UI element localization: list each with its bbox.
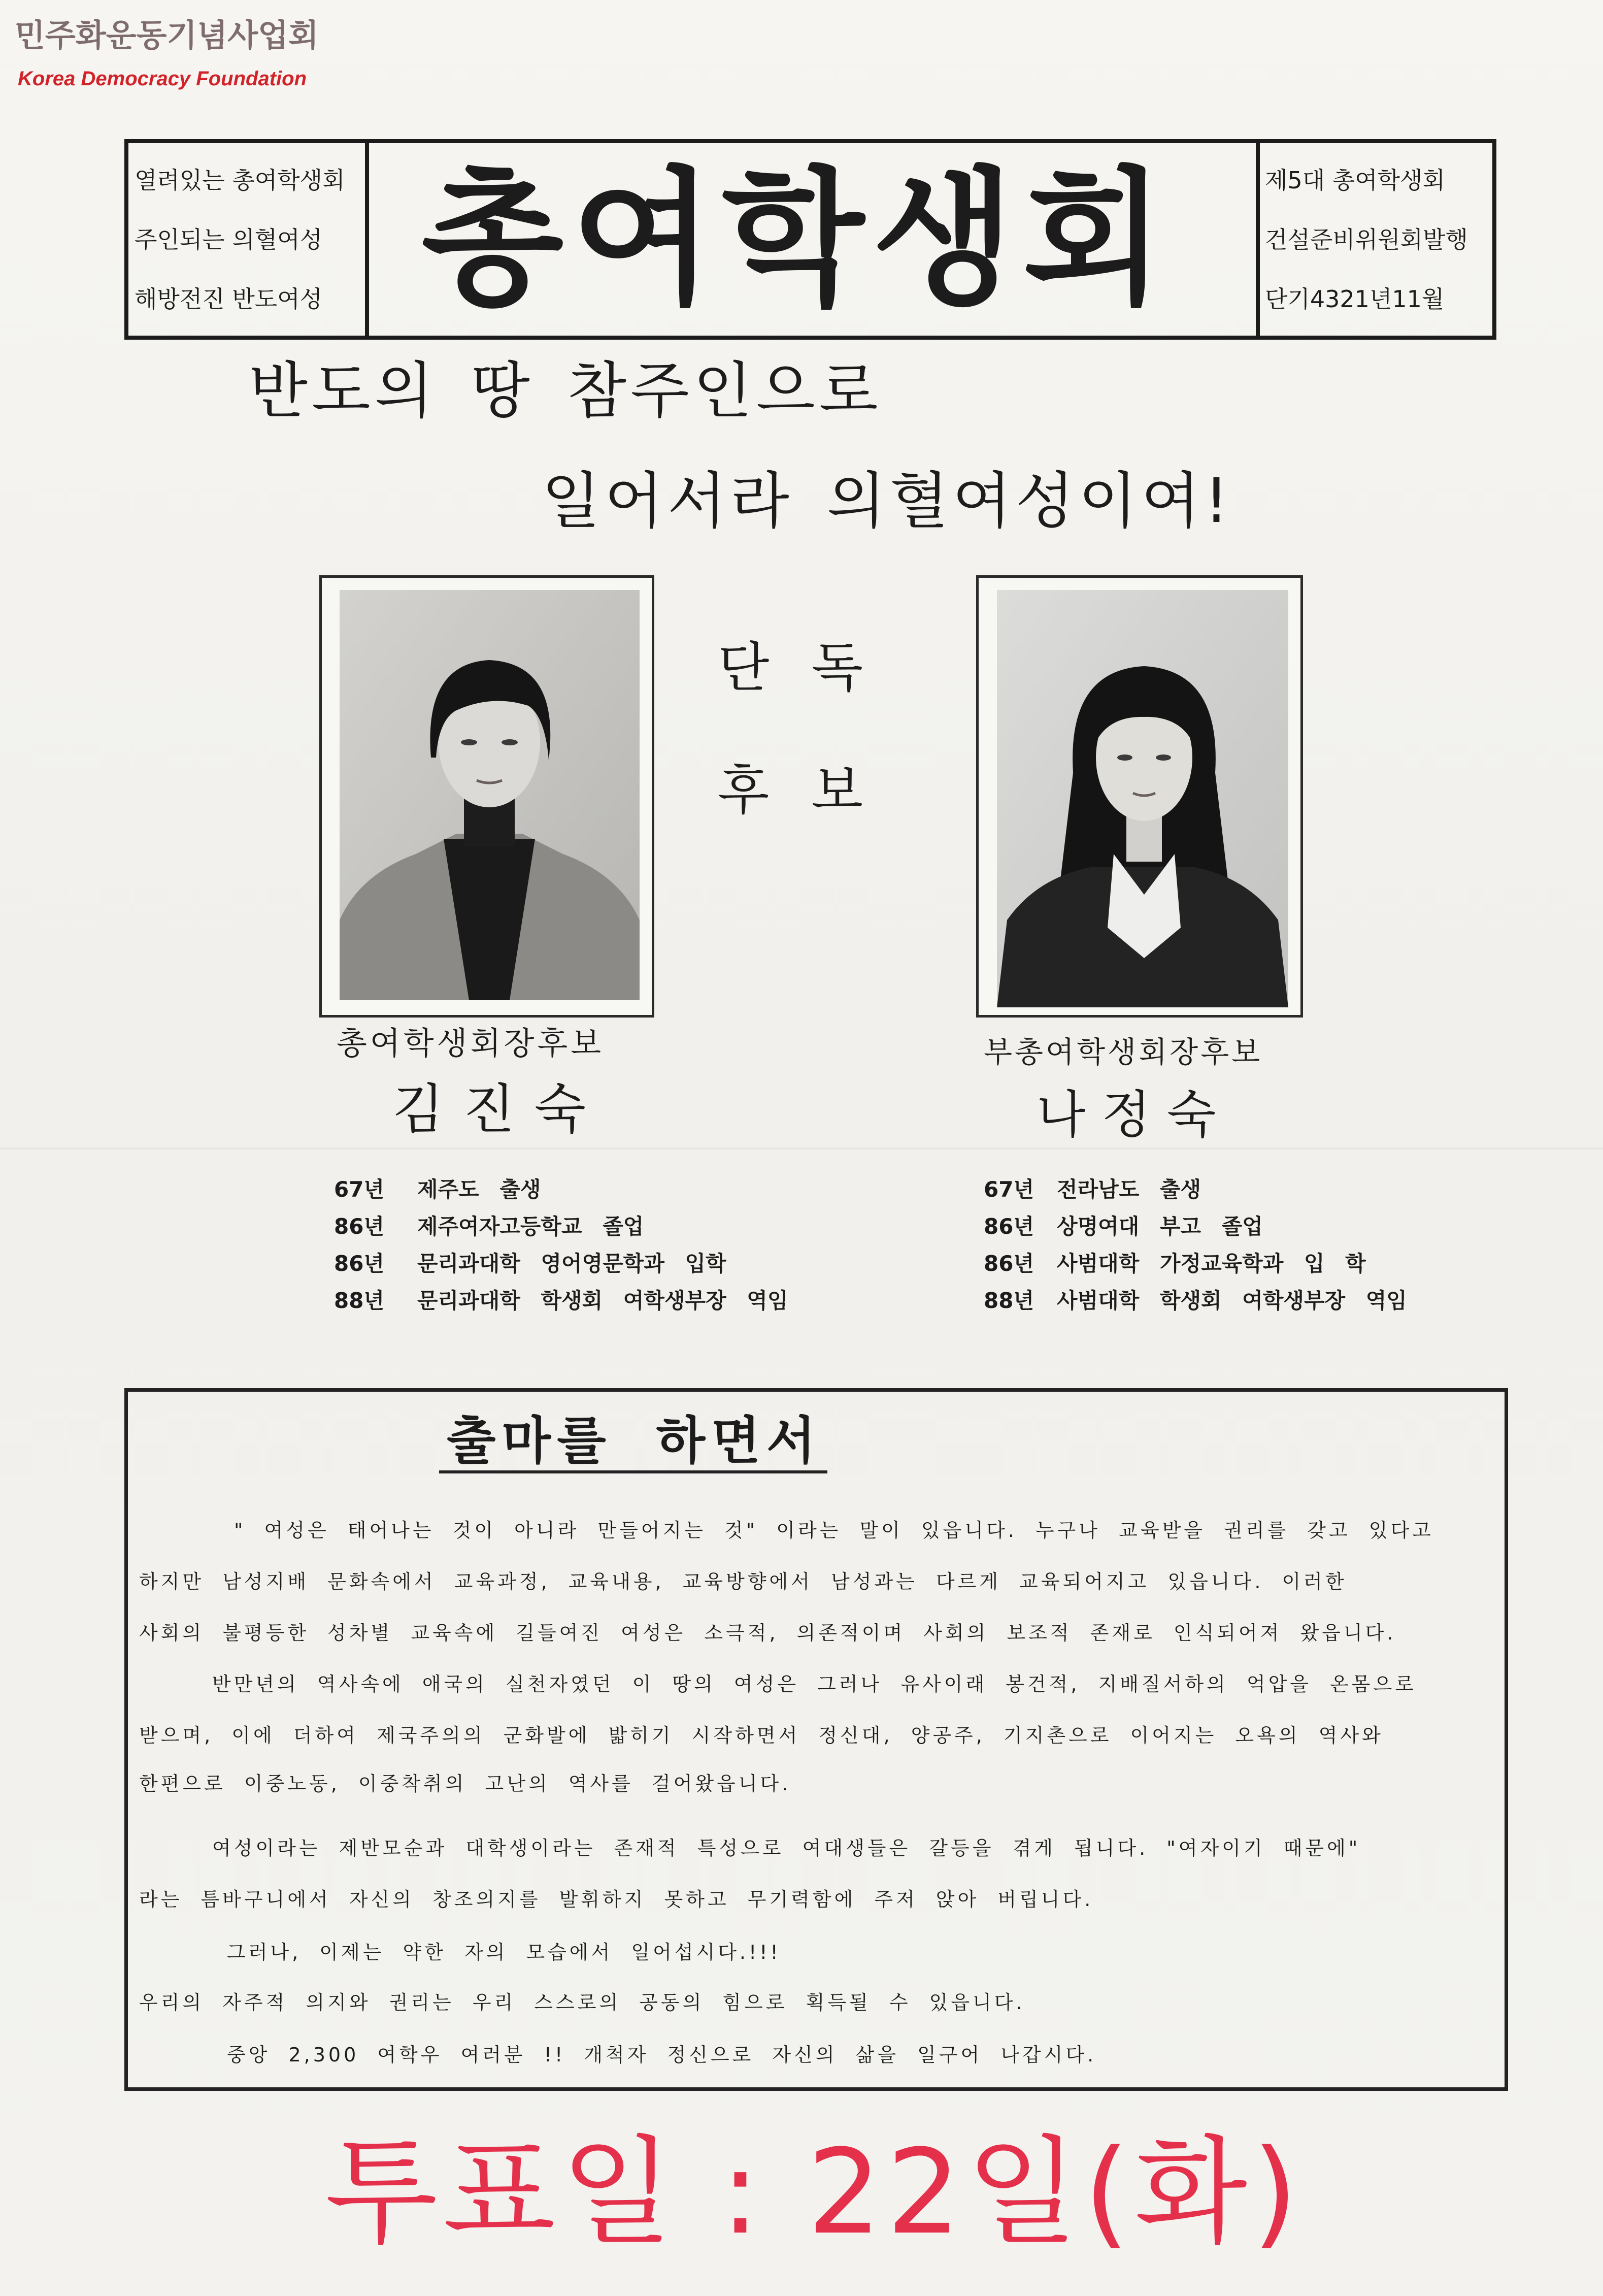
statement-line: 라는 틈바구니에서 자신의 창조의지를 발휘하지 못하고 무기력함에 주저 앉아 버립니다.: [139, 1888, 1094, 1911]
bio-year: 86년: [334, 1214, 385, 1239]
masthead-slogans: [128, 143, 369, 336]
masthead-slogan: 해방전진 반도여성: [135, 285, 323, 313]
bio-text: 사범대학 학생회 여학생부장 역임: [1057, 1288, 1407, 1313]
candidate-photo-frame-left: [319, 575, 654, 1018]
statement-line: 우리의 자주적 의지와 권리는 우리 스스로의 공동의 힘으로 획득될 수 있읍니다.: [139, 1991, 1025, 2014]
single-candidacy-line-1: 단 독: [717, 637, 863, 699]
headline-line-1: 반도의 땅 참주인으로: [249, 356, 882, 427]
masthead-info-line: 단기4321년11월: [1265, 285, 1445, 313]
masthead-box: [124, 139, 1496, 340]
bio-year: 67년: [984, 1177, 1034, 1202]
masthead-slogan: 주인되는 의혈여성: [135, 225, 323, 253]
bio-text: 제주여자고등학교 졸업: [417, 1214, 644, 1239]
portrait-eye: [1117, 755, 1132, 761]
portrait-eye: [1156, 755, 1171, 761]
candidate-name-right: 나 정 숙: [1037, 1085, 1216, 1144]
paper-fold-line: [0, 1147, 1603, 1150]
watermark-korean: 민주화운동기념사업회: [15, 17, 319, 54]
masthead-info-line: 제5대 총여학생회: [1265, 166, 1445, 194]
bio-row: [334, 1245, 788, 1282]
bio-year: 86년: [334, 1251, 385, 1276]
candidate-role-right: 부총여학생회장후보: [984, 1035, 1263, 1069]
statement-line: 사회의 불평등한 성차별 교육속에 길들여진 여성은 소극적, 의존적이며 사회의 보조적 존재로 인식되어져 왔읍니다.: [139, 1622, 1396, 1644]
watermark-english: Korea Democracy Foundation: [18, 68, 307, 90]
bio-text: 제주도 출생: [417, 1177, 541, 1202]
statement-line: 그러나, 이제는 약한 자의 모습에서 일어섭시다.!!!: [227, 1941, 781, 1963]
statement-line: 반만년의 역사속에 애국의 실천자였던 이 땅의 여성은 그러나 유사이래 봉건적, 지배질서하의 억압을 온몸으로: [212, 1673, 1417, 1695]
statement-title: 출마를 하면서: [447, 1411, 822, 1470]
candidate-role-left: 총여학생회장후보: [337, 1025, 605, 1062]
bio-year: 88년: [334, 1288, 385, 1313]
bio-row: [334, 1208, 788, 1245]
statement-line: 중앙 2,300 여학우 여러분 !! 개척자 정신으로 자신의 삶을 일구어 나갑시다.: [227, 2044, 1097, 2066]
statement-line: 받으며, 이에 더하여 제국주의의 군화발에 밟히기 시작하면서 정신대, 양공주, 기지촌으로 이어지는 오욕의 역사와: [139, 1724, 1384, 1747]
masthead-info-line: 건설준비위원회발행: [1265, 225, 1468, 253]
bio-text: 전라남도 출생: [1057, 1177, 1201, 1202]
bio-text: 문리과대학 영어영문학과 입학: [417, 1251, 726, 1276]
bio-year: 67년: [334, 1177, 385, 1202]
statement-line: 여성이라는 제반모순과 대학생이라는 존재적 특성으로 여대생들은 갈등을 겪게 됩니다. "여자이기 때문에": [212, 1837, 1361, 1859]
statement-line: 한편으로 이중노동, 이중착취의 고난의 역사를 걸어왔읍니다.: [139, 1773, 791, 1795]
candidate-photo-right: [997, 590, 1288, 1007]
candidate-photo-frame-right: [976, 575, 1303, 1018]
candidate-name-left: 김 진 숙: [392, 1078, 586, 1140]
bio-text: 문리과대학 학생회 여학생부장 역임: [417, 1288, 788, 1313]
single-candidacy-line-2: 후 보: [717, 760, 863, 822]
masthead-slogan: 열려있는 총여학생회: [135, 166, 345, 194]
voting-day-handwritten: 투표일 : 22일(화): [325, 2125, 1303, 2260]
portrait-eye: [461, 739, 477, 745]
statement-title-underline: [439, 1470, 827, 1473]
statement-line: " 여성은 태어나는 것이 아니라 만들어지는 것" 이라는 말이 있읍니다. 누구나 교육받을 권리를 갖고 있다고: [234, 1519, 1434, 1541]
candidate-bio-left: [334, 1171, 788, 1319]
portrait-eye: [502, 739, 518, 745]
bio-row: [334, 1282, 788, 1319]
bio-row: [334, 1171, 788, 1208]
masthead-title: 총여학생회: [421, 153, 1173, 325]
bio-year: 86년: [984, 1251, 1034, 1276]
bio-row: [984, 1208, 1407, 1245]
masthead-publisher-info: [1256, 143, 1492, 336]
candidate-bio-right: [984, 1171, 1407, 1319]
statement-line: 하지만 남성지배 문화속에서 교육과정, 교육내용, 교육방향에서 남성과는 다르게 교육되어지고 있읍니다. 이러한: [139, 1570, 1347, 1593]
bio-year: 86년: [984, 1214, 1034, 1239]
bio-row: [984, 1171, 1407, 1208]
bio-year: 88년: [984, 1288, 1034, 1313]
headline-line-2: 일어서라 의혈여성이여!: [542, 466, 1233, 537]
bio-text: 상명여대 부고 졸업: [1057, 1214, 1263, 1239]
bio-row: [984, 1245, 1407, 1282]
candidate-photo-left: [340, 590, 640, 1000]
bio-row: [984, 1282, 1407, 1319]
bio-text: 사범대학 가정교육학과 입 학: [1057, 1251, 1366, 1276]
